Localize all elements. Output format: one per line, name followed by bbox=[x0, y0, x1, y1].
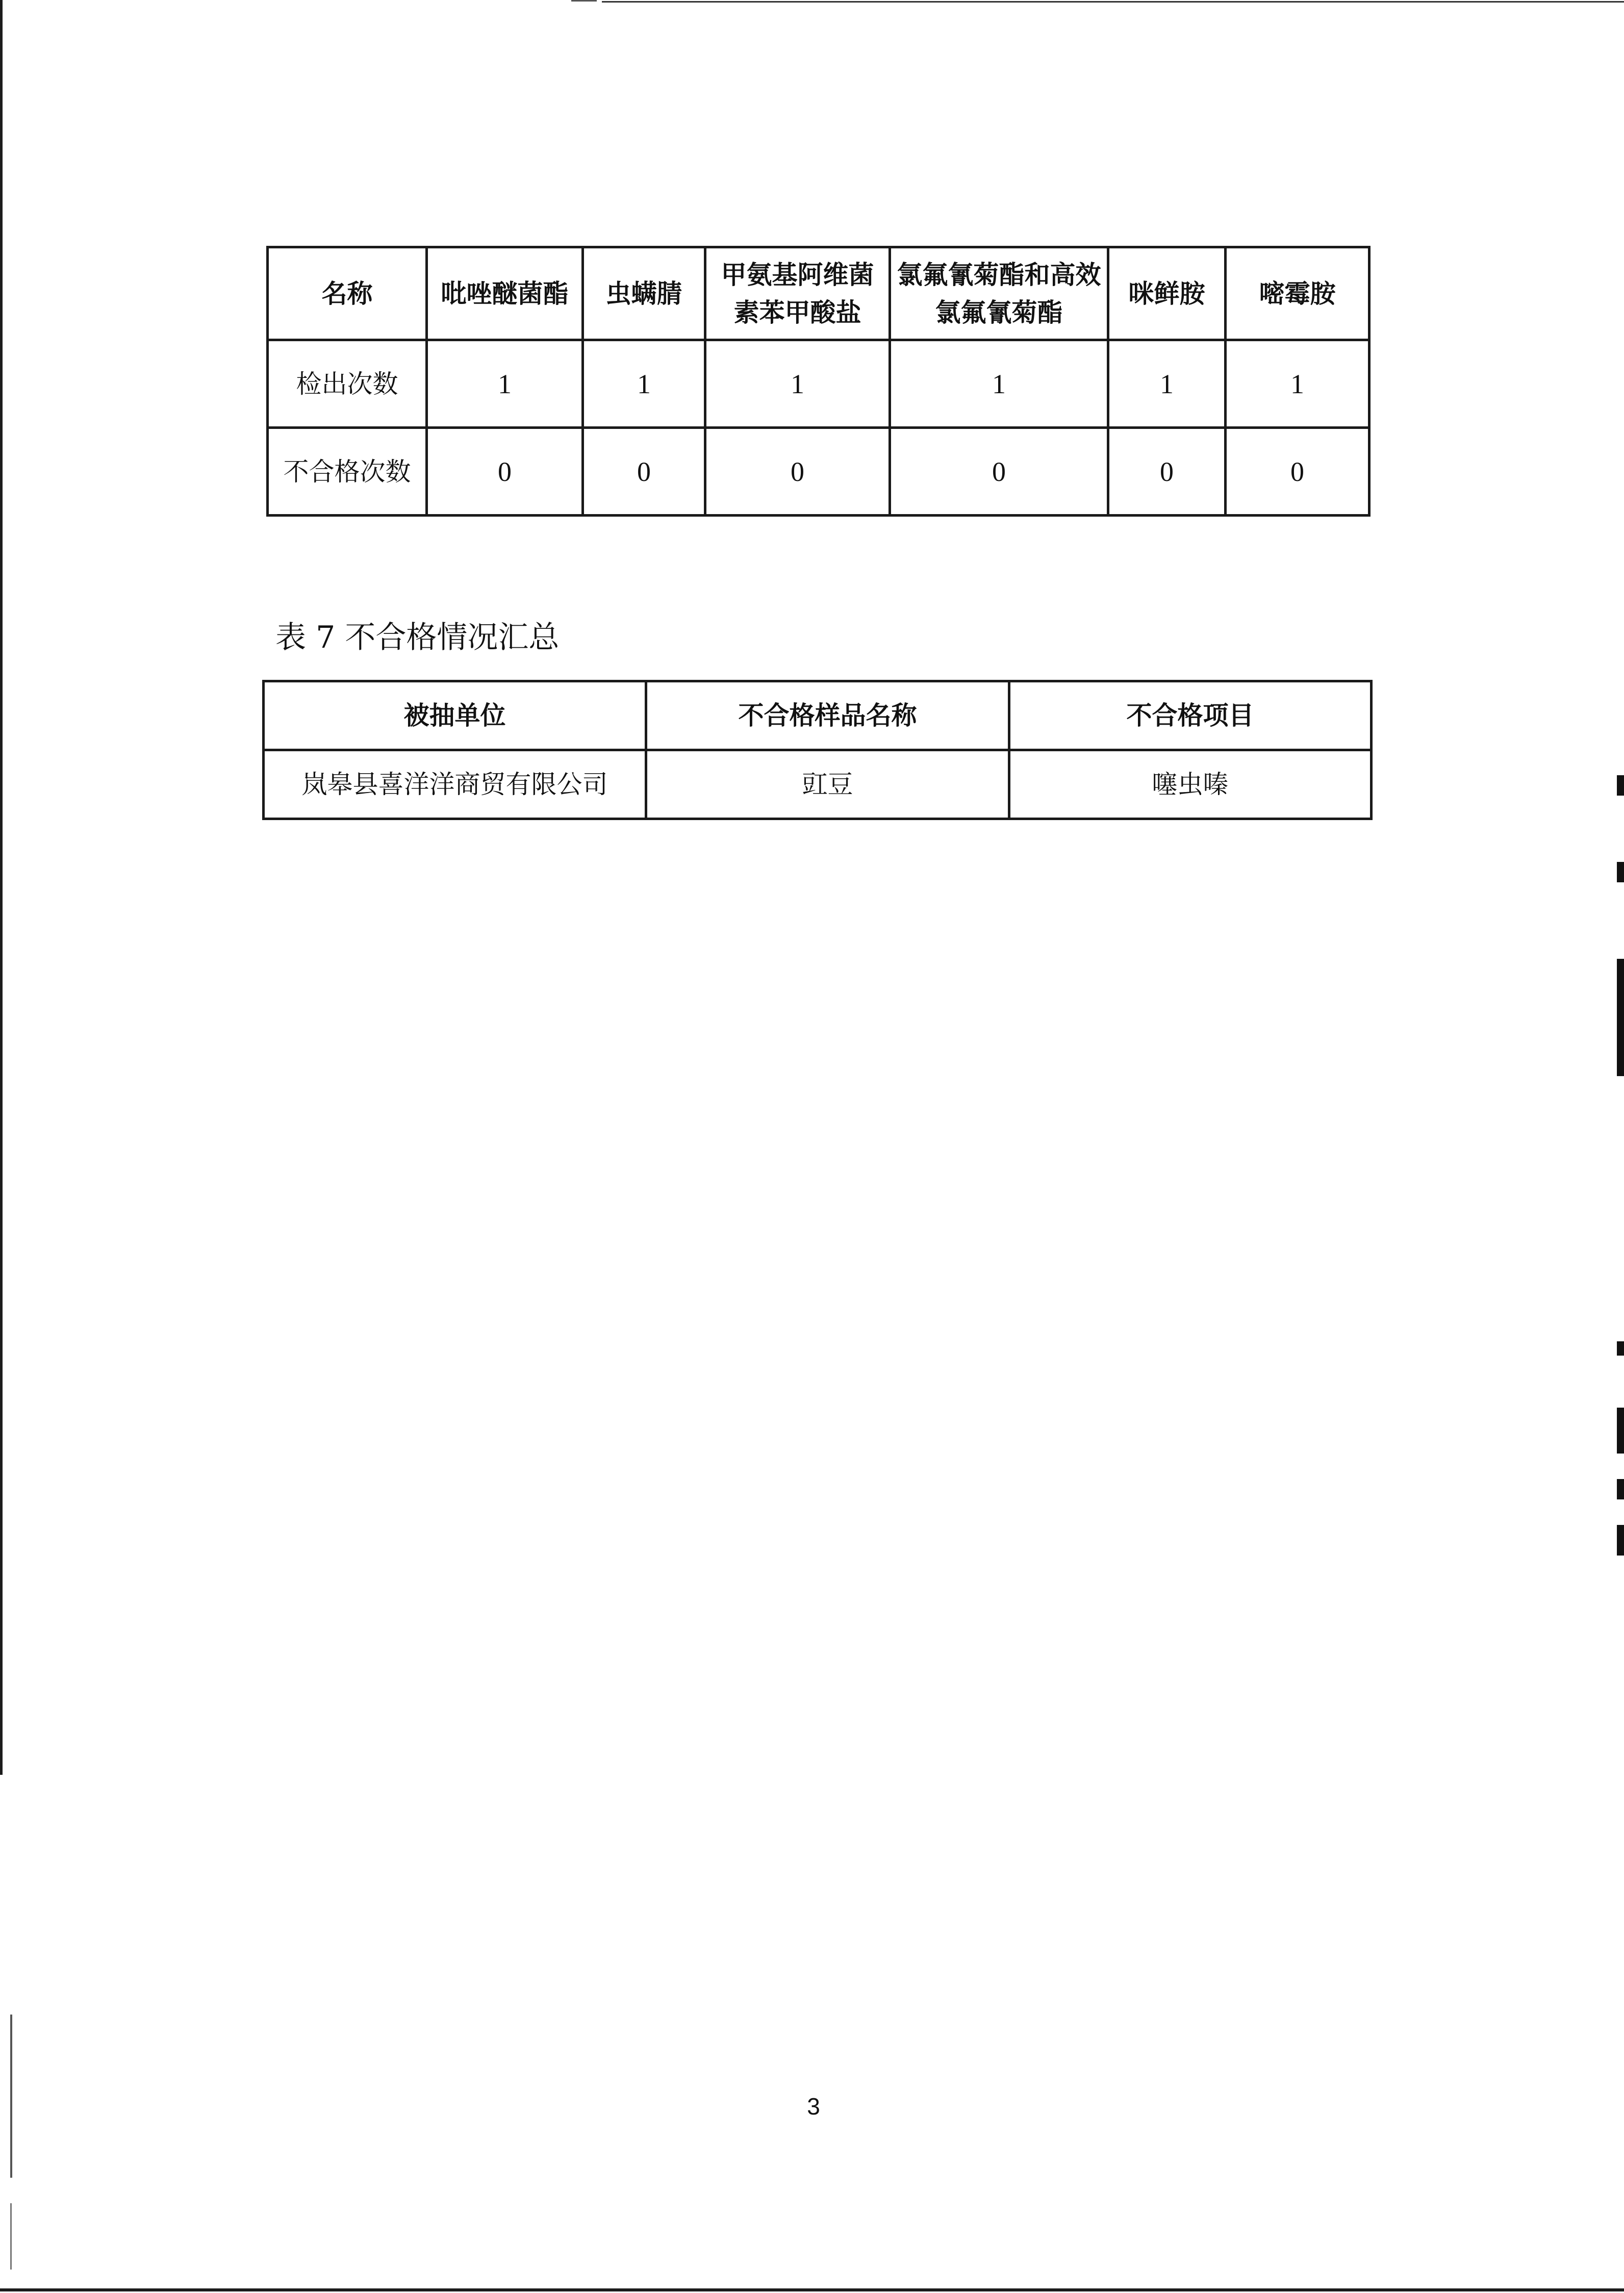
table-row bbox=[264, 750, 1372, 819]
header-cell: 不合格样品名称 bbox=[646, 681, 1009, 750]
table-cell: 1 bbox=[427, 340, 583, 428]
table-cell: 0 bbox=[1226, 428, 1369, 516]
table-header-row bbox=[268, 247, 1369, 340]
table-cell: 豇豆 bbox=[646, 750, 1009, 819]
table-cell: 0 bbox=[1108, 428, 1226, 516]
header-cell: 咪鲜胺 bbox=[1108, 247, 1226, 340]
header-cell: 被抽单位 bbox=[264, 681, 646, 750]
scan-top-rule bbox=[571, 0, 597, 2]
scan-margin-mark bbox=[1617, 1479, 1624, 1499]
scan-margin-mark bbox=[1617, 1525, 1624, 1556]
scan-edge-left bbox=[0, 0, 3, 1775]
scan-margin-mark bbox=[1617, 1408, 1624, 1454]
scan-margin-mark bbox=[1617, 862, 1624, 882]
scan-top-rule bbox=[602, 1, 1624, 3]
scan-margin-mark bbox=[1617, 1341, 1624, 1356]
table-cell: 噻虫嗪 bbox=[1009, 750, 1372, 819]
table-header-row bbox=[264, 681, 1372, 750]
table-row bbox=[268, 428, 1369, 516]
detection-table bbox=[266, 246, 1371, 517]
header-cell: 吡唑醚菌酯 bbox=[427, 247, 583, 340]
header-cell: 名称 bbox=[268, 247, 427, 340]
header-cell: 氯氟氰菊酯和高效氯氟氰菊酯 bbox=[890, 247, 1108, 340]
table-cell: 1 bbox=[583, 340, 705, 428]
table-cell: 0 bbox=[583, 428, 705, 516]
header-cell: 不合格项目 bbox=[1009, 681, 1372, 750]
header-cell: 虫螨腈 bbox=[583, 247, 705, 340]
scan-margin-mark bbox=[10, 2203, 12, 2270]
table-cell: 0 bbox=[890, 428, 1108, 516]
header-cell: 甲氨基阿维菌素苯甲酸盐 bbox=[705, 247, 890, 340]
scan-margin-mark bbox=[1617, 775, 1624, 796]
table-caption: 表 7 不合格情况汇总 bbox=[275, 620, 560, 655]
scan-bottom-rule bbox=[0, 2288, 1624, 2291]
table-cell: 1 bbox=[705, 340, 890, 428]
row-label-cell: 检出次数 bbox=[268, 340, 427, 428]
table-cell: 岚皋县喜洋洋商贸有限公司 bbox=[264, 750, 646, 819]
row-label-cell: 不合格次数 bbox=[268, 428, 427, 516]
page-number: 3 bbox=[807, 2093, 820, 2120]
table-cell: 1 bbox=[1226, 340, 1369, 428]
scan-margin-mark bbox=[10, 2015, 12, 2178]
nonconformity-table bbox=[262, 680, 1373, 820]
table-cell: 1 bbox=[1108, 340, 1226, 428]
table-cell: 0 bbox=[705, 428, 890, 516]
table-row bbox=[268, 340, 1369, 428]
table-cell: 1 bbox=[890, 340, 1108, 428]
table-cell: 0 bbox=[427, 428, 583, 516]
scan-margin-mark bbox=[1617, 959, 1624, 1076]
header-cell: 嘧霉胺 bbox=[1226, 247, 1369, 340]
